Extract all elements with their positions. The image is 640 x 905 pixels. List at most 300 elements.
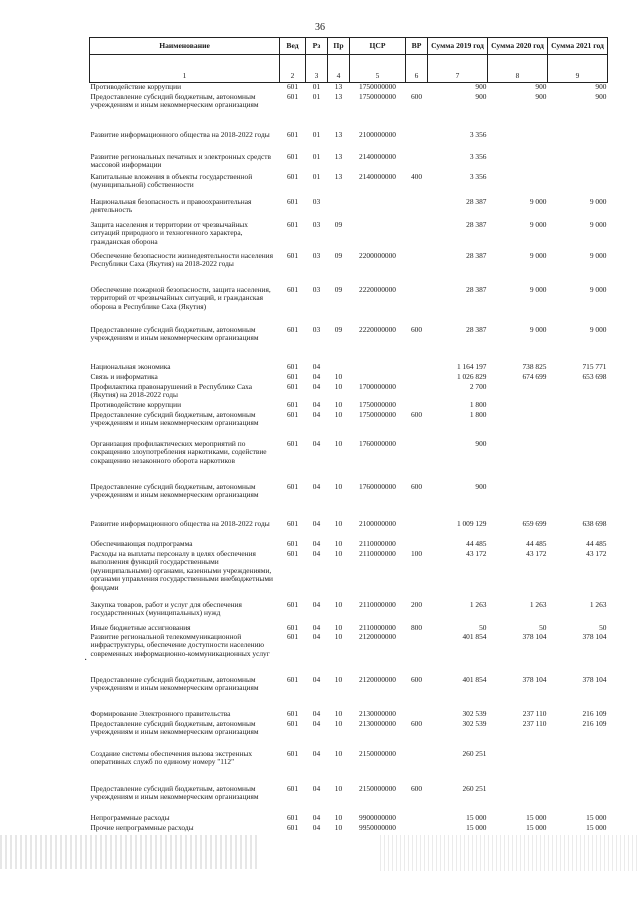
row-csr: 2100000000 [359, 130, 396, 139]
row-sum-2021: 9 000 [589, 285, 607, 294]
row-pr: 10 [334, 675, 343, 684]
row-name: Противодействие коррупции [90, 400, 182, 409]
row-csr: 2110000000 [359, 539, 396, 548]
row-vr [406, 540, 428, 550]
row-rz: 03 [312, 251, 321, 260]
row-sum-2021: 638 698 [582, 519, 607, 528]
scan-artifact [0, 835, 260, 869]
row-sum-2019: 1 026 829 [456, 372, 487, 381]
row-csr: 2130000000 [359, 709, 396, 718]
row-sum-2021: 653 698 [582, 372, 607, 381]
row-sum-2020: 9 000 [529, 285, 547, 294]
row-sum-2019: 44 485 [466, 539, 487, 548]
column-number: 7 [428, 55, 488, 83]
row-vr [406, 363, 428, 373]
row-csr: 2200000000 [359, 251, 396, 260]
row-ved: 601 [286, 439, 299, 448]
row-name: Национальная экономика [90, 362, 171, 371]
row-vr [406, 83, 428, 93]
row-ved: 601 [286, 152, 299, 161]
row-vr: 600 [410, 92, 423, 101]
row-name: Защита населения и территории от чрезвычайных ситуаций природного и техногенного характера, гражданская оборона [90, 220, 248, 246]
row-rz: 01 [312, 130, 321, 139]
table-row [90, 401, 608, 411]
row-name: Обеспечивающая подпрограмма [90, 539, 193, 548]
row-rz: 04 [312, 539, 321, 548]
row-ved: 601 [286, 539, 299, 548]
row-sum-2021 [548, 383, 608, 401]
row-vr [406, 198, 428, 221]
table-row [90, 411, 608, 440]
row-sum-2019: 900 [475, 482, 487, 491]
table-row [90, 198, 608, 221]
table-row [90, 624, 608, 633]
row-sum-2020 [488, 131, 548, 153]
column-number: 8 [488, 55, 548, 83]
table-row [90, 520, 608, 540]
row-name: Предоставление субсидий бюджетным, автономным учреждениям и иным некоммерческим организациям [90, 784, 259, 802]
row-name: Создание системы обеспечения вызова экстренных оперативных служб по единому номеру "112" [90, 749, 253, 767]
row-pr: 09 [334, 325, 343, 334]
row-rz: 04 [312, 823, 321, 832]
row-sum-2021: 50 [599, 623, 607, 632]
row-csr: 2220000000 [359, 325, 396, 334]
row-vr [406, 520, 428, 540]
row-ved: 601 [286, 130, 299, 139]
row-name: Предоставление субсидий бюджетным, автономным учреждениям и иным некоммерческим организациям [90, 325, 259, 343]
budget-table [89, 37, 608, 834]
row-vr: 600 [410, 325, 423, 334]
row-rz: 04 [312, 439, 321, 448]
table-row [90, 221, 608, 252]
row-sum-2020: 900 [535, 92, 547, 101]
row-sum-2020: 9 000 [529, 220, 547, 229]
header-rz: Рз [306, 38, 328, 55]
row-sum-2019: 3 356 [469, 130, 487, 139]
row-ved: 601 [286, 325, 299, 334]
row-vr: 100 [410, 549, 423, 558]
table-row [90, 676, 608, 710]
row-vr: 600 [410, 675, 423, 684]
row-sum-2021 [548, 173, 608, 198]
row-ved: 601 [286, 519, 299, 528]
row-ved: 601 [286, 197, 299, 206]
row-csr: 2140000000 [359, 172, 396, 181]
table-row [90, 483, 608, 520]
row-csr: 2150000000 [359, 749, 396, 758]
header-sum-2019: Сумма 2019 год [428, 38, 488, 55]
row-name: Закупка товаров, работ и услуг для обеспечения государственных (муниципальных) нужд [90, 600, 242, 618]
row-sum-2019: 1 009 129 [456, 519, 487, 528]
table-row [90, 383, 608, 401]
row-csr: 9950000000 [359, 823, 396, 832]
header-sum-2020: Сумма 2020 год [488, 38, 548, 55]
table-row [90, 173, 608, 198]
row-vr [406, 221, 428, 252]
table-row [90, 373, 608, 383]
row-name: Расходы на выплаты персоналу в целях обеспечения выполнения функций государственными (муниципальными) органами, казенными учреждениями, органами управления государственными внебюджетными фондами [90, 549, 273, 592]
row-rz: 03 [312, 197, 321, 206]
row-sum-2020 [488, 750, 548, 785]
row-rz: 04 [312, 372, 321, 381]
row-csr: 1750000000 [359, 400, 396, 409]
row-sum-2019: 900 [475, 439, 487, 448]
row-csr: 1750000000 [359, 82, 396, 91]
row-name: Развитие региональной телекоммуникационной инфраструктуры, обеспечение доступности населению современных информационно-коммуникационных услуг [90, 632, 270, 658]
row-sum-2020: 15 000 [526, 823, 547, 832]
row-pr: 10 [334, 623, 343, 632]
row-ved: 601 [286, 709, 299, 718]
table-row [90, 326, 608, 363]
row-ved: 601 [286, 675, 299, 684]
row-name: Развитие информационного общества на 2018-2022 годы [90, 519, 270, 528]
row-pr [328, 198, 350, 221]
row-rz: 04 [312, 675, 321, 684]
row-vr [406, 824, 428, 834]
row-csr: 2140000000 [359, 152, 396, 161]
row-pr: 10 [334, 382, 343, 391]
table-row [90, 720, 608, 750]
table-row [90, 785, 608, 814]
row-ved: 601 [286, 92, 299, 101]
row-sum-2021: 715 771 [582, 362, 607, 371]
row-pr: 10 [334, 784, 343, 793]
row-sum-2020: 900 [535, 82, 547, 91]
row-sum-2019: 260 251 [462, 784, 487, 793]
header-vr: ВР [406, 38, 428, 55]
row-pr: 09 [334, 220, 343, 229]
row-vr: 600 [410, 719, 423, 728]
row-sum-2020 [488, 153, 548, 173]
page-number: 36 [315, 22, 325, 33]
row-rz: 04 [312, 410, 321, 419]
table-row [90, 252, 608, 286]
row-name: Предоставление субсидий бюджетным, автономным учреждениям и иным некоммерческим организациям [90, 92, 259, 110]
row-sum-2019: 15 000 [466, 813, 487, 822]
row-sum-2019: 401 854 [462, 675, 487, 684]
row-name: Обеспечение пожарной безопасности, защита населения, территорий от чрезвычайных ситуаций, и гражданская оборона в Республике Саха (Якутия) [90, 285, 271, 311]
table-row [90, 440, 608, 483]
row-csr [350, 373, 406, 383]
row-name: Прочие непрограммные расходы [90, 823, 194, 832]
row-sum-2019: 1 800 [469, 400, 487, 409]
row-sum-2020: 659 699 [522, 519, 547, 528]
row-rz: 04 [312, 400, 321, 409]
row-vr [406, 814, 428, 824]
row-csr: 1700000000 [359, 382, 396, 391]
row-csr: 9900000000 [359, 813, 396, 822]
row-rz: 04 [312, 482, 321, 491]
row-sum-2020: 9 000 [529, 251, 547, 260]
row-ved: 601 [286, 719, 299, 728]
row-sum-2021 [548, 750, 608, 785]
row-sum-2021 [548, 785, 608, 814]
row-name: Капитальные вложения в объекты государственной (муниципальной) собственности [90, 172, 253, 190]
table-row [90, 750, 608, 785]
row-vr [406, 383, 428, 401]
table-row [90, 710, 608, 720]
row-csr [350, 363, 406, 373]
table-row [90, 814, 608, 824]
row-ved: 601 [286, 549, 299, 558]
row-vr: 800 [410, 623, 423, 632]
row-sum-2021: 9 000 [589, 325, 607, 334]
row-csr [350, 221, 406, 252]
row-sum-2020 [488, 483, 548, 520]
row-rz: 03 [312, 285, 321, 294]
row-vr [406, 252, 428, 286]
row-sum-2020: 237 110 [522, 709, 547, 718]
column-number-row [90, 55, 608, 83]
row-name: Иные бюджетные ассигнования [90, 623, 191, 632]
row-sum-2020 [488, 440, 548, 483]
row-rz: 04 [312, 623, 321, 632]
row-pr: 10 [334, 719, 343, 728]
row-sum-2019: 302 539 [462, 709, 487, 718]
row-sum-2021: 1 263 [589, 600, 607, 609]
row-sum-2021: 9 000 [589, 251, 607, 260]
row-sum-2020: 674 699 [522, 372, 547, 381]
row-vr [406, 286, 428, 326]
row-sum-2020: 15 000 [526, 813, 547, 822]
row-sum-2019: 3 356 [469, 152, 487, 161]
row-sum-2020: 738 825 [522, 362, 547, 371]
header-pr: Пр [328, 38, 350, 55]
row-rz: 04 [312, 549, 321, 558]
row-ved: 601 [286, 600, 299, 609]
row-pr: 09 [334, 285, 343, 294]
row-vr [406, 373, 428, 383]
row-csr: 2110000000 [359, 623, 396, 632]
row-name: Предоставление субсидий бюджетным, автономным учреждениям и иным некоммерческим организациям [90, 482, 259, 500]
column-number: 4 [328, 55, 350, 83]
row-ved: 601 [286, 623, 299, 632]
row-sum-2019: 302 539 [462, 719, 487, 728]
table-row [90, 363, 608, 373]
row-sum-2019: 28 387 [466, 285, 487, 294]
row-sum-2020 [488, 411, 548, 440]
row-csr: 1750000000 [359, 92, 396, 101]
row-vr: 600 [410, 410, 423, 419]
row-csr: 2110000000 [359, 600, 396, 609]
row-vr: 400 [410, 172, 423, 181]
row-sum-2020 [488, 173, 548, 198]
row-name: Связь и информатика [90, 372, 158, 381]
row-sum-2019: 401 854 [462, 632, 487, 641]
row-vr [406, 153, 428, 173]
row-pr: 13 [334, 130, 343, 139]
row-rz: 01 [312, 172, 321, 181]
row-rz: 04 [312, 784, 321, 793]
row-pr: 10 [334, 749, 343, 758]
table-row [90, 824, 608, 834]
scan-tick-mark: · [84, 655, 88, 666]
row-rz: 04 [312, 749, 321, 758]
scan-artifact [380, 835, 640, 871]
row-sum-2019: 28 387 [466, 220, 487, 229]
row-csr [350, 198, 406, 221]
row-sum-2021 [548, 483, 608, 520]
header-csr: ЦСР [350, 38, 406, 55]
row-pr: 13 [334, 152, 343, 161]
row-sum-2019: 1 263 [469, 600, 487, 609]
row-ved: 601 [286, 251, 299, 260]
row-rz: 04 [312, 709, 321, 718]
row-pr: 10 [334, 813, 343, 822]
row-ved: 601 [286, 749, 299, 758]
row-sum-2021: 9 000 [589, 197, 607, 206]
row-name: Предоставление субсидий бюджетным, автономным учреждениям и иным некоммерческим организациям [90, 410, 259, 428]
row-vr: 200 [410, 600, 423, 609]
row-pr: 13 [334, 82, 343, 91]
row-sum-2019: 3 356 [469, 172, 487, 181]
row-sum-2019: 260 251 [462, 749, 487, 758]
row-ved: 601 [286, 813, 299, 822]
row-sum-2021: 216 109 [582, 709, 607, 718]
row-ved: 601 [286, 482, 299, 491]
row-name: Национальная безопасность и правоохранительная деятельность [90, 197, 252, 215]
row-sum-2021: 44 485 [586, 539, 607, 548]
row-csr: 2220000000 [359, 285, 396, 294]
row-pr: 13 [334, 92, 343, 101]
table-header-row [90, 38, 608, 55]
row-name: Развитие региональных печатных и электронных средств массовой информации [90, 152, 271, 170]
row-sum-2020: 237 110 [522, 719, 547, 728]
row-csr: 2120000000 [359, 675, 396, 684]
row-pr: 10 [334, 410, 343, 419]
table-row [90, 83, 608, 93]
row-pr: 10 [334, 539, 343, 548]
row-sum-2019: 28 387 [466, 325, 487, 334]
table-row [90, 550, 608, 601]
row-sum-2021: 216 109 [582, 719, 607, 728]
row-vr [406, 131, 428, 153]
row-name: Развитие информационного общества на 2018-2022 годы [90, 130, 270, 139]
row-sum-2021: 15 000 [586, 813, 607, 822]
row-sum-2020 [488, 401, 548, 411]
column-number: 5 [350, 55, 406, 83]
row-ved: 601 [286, 372, 299, 381]
row-pr: 10 [334, 519, 343, 528]
row-sum-2020 [488, 383, 548, 401]
row-rz: 04 [312, 632, 321, 641]
row-csr: 1760000000 [359, 482, 396, 491]
row-sum-2019: 28 387 [466, 197, 487, 206]
row-vr: 600 [410, 482, 423, 491]
row-csr: 2100000000 [359, 519, 396, 528]
header-ved: Вед [280, 38, 306, 55]
row-sum-2019: 2 700 [469, 382, 487, 391]
row-sum-2020: 50 [539, 623, 547, 632]
row-sum-2021 [548, 131, 608, 153]
row-sum-2019: 43 172 [466, 549, 487, 558]
row-vr [406, 710, 428, 720]
row-rz: 04 [312, 600, 321, 609]
table-row [90, 286, 608, 326]
row-sum-2019: 900 [475, 92, 487, 101]
row-pr: 10 [334, 372, 343, 381]
column-number: 6 [406, 55, 428, 83]
row-name: Формирование Электронного правительства [90, 709, 231, 718]
row-csr: 1760000000 [359, 439, 396, 448]
row-rz: 04 [312, 519, 321, 528]
row-pr: 10 [334, 632, 343, 641]
row-ved: 601 [286, 632, 299, 641]
table-row [90, 540, 608, 550]
row-name: Непрограммные расходы [90, 813, 170, 822]
row-ved: 601 [286, 784, 299, 793]
row-pr [328, 363, 350, 373]
row-ved: 601 [286, 823, 299, 832]
row-sum-2019: 50 [479, 623, 487, 632]
row-sum-2019: 1 164 197 [456, 362, 487, 371]
header-sum-2021: Сумма 2021 год [548, 38, 608, 55]
row-pr: 10 [334, 549, 343, 558]
row-pr: 10 [334, 600, 343, 609]
row-sum-2021: 378 104 [582, 675, 607, 684]
row-rz: 01 [312, 92, 321, 101]
row-rz: 03 [312, 325, 321, 334]
header-name: Наименование [90, 38, 280, 55]
row-name: Профилактика правонарушений в Республике Саха (Якутия) на 2018-2022 годы [90, 382, 252, 400]
row-sum-2020: 44 485 [526, 539, 547, 548]
row-sum-2020: 43 172 [526, 549, 547, 558]
row-pr: 10 [334, 439, 343, 448]
row-csr: 2120000000 [359, 632, 396, 641]
row-sum-2019: 900 [475, 82, 487, 91]
column-number: 3 [306, 55, 328, 83]
row-sum-2021: 900 [595, 82, 607, 91]
row-rz: 01 [312, 152, 321, 161]
row-rz: 03 [312, 220, 321, 229]
row-sum-2021 [548, 153, 608, 173]
row-name: Предоставление субсидий бюджетным, автономным учреждениям и иным некоммерческим организациям [90, 719, 259, 737]
row-rz: 01 [312, 82, 321, 91]
row-sum-2019: 28 387 [466, 251, 487, 260]
row-pr: 10 [334, 482, 343, 491]
table-row [90, 93, 608, 131]
table-body [90, 83, 608, 834]
row-ved: 601 [286, 285, 299, 294]
row-name: Предоставление субсидий бюджетным, автономным учреждениям и иным некоммерческим организациям [90, 675, 259, 693]
row-csr: 1750000000 [359, 410, 396, 419]
row-sum-2019: 15 000 [466, 823, 487, 832]
row-csr: 2150000000 [359, 784, 396, 793]
column-number: 9 [548, 55, 608, 83]
row-ved: 601 [286, 410, 299, 419]
table-row [90, 633, 608, 676]
row-rz: 04 [312, 382, 321, 391]
row-sum-2021: 9 000 [589, 220, 607, 229]
column-number: 1 [90, 55, 280, 83]
row-pr: 09 [334, 251, 343, 260]
row-sum-2020: 378 104 [522, 675, 547, 684]
row-sum-2021: 900 [595, 92, 607, 101]
table-row [90, 131, 608, 153]
row-sum-2020: 9 000 [529, 197, 547, 206]
row-name: Обеспечение безопасности жизнедеятельности населения Республики Саха (Якутия) на 2018-2022 годы [90, 251, 274, 269]
row-vr [406, 401, 428, 411]
row-sum-2021 [548, 440, 608, 483]
row-sum-2020: 9 000 [529, 325, 547, 334]
row-vr [406, 633, 428, 676]
row-ved: 601 [286, 172, 299, 181]
row-ved: 601 [286, 82, 299, 91]
row-pr: 10 [334, 400, 343, 409]
row-csr: 2130000000 [359, 719, 396, 728]
row-vr: 600 [410, 784, 423, 793]
row-sum-2021: 43 172 [586, 549, 607, 558]
